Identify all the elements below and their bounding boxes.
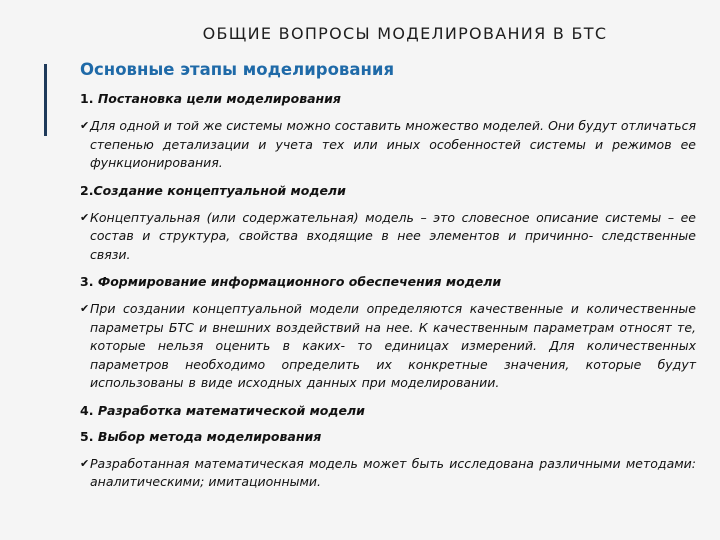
accent-bar: [44, 64, 47, 136]
step-2-text-content: Концептуальная (или содержательная) модель – это словесное описание системы – ее состав и структура, свойства входящие в нее элементов и причинно- следственные связи.: [90, 209, 696, 262]
slide-content: [80, 60, 696, 502]
step-3-text-content: При создании концептуальной модели определяются качественные и количественные параметры БТС и внешних воздействий на нее. К качественным параметрам относят те, которые нельзя оценить в каких- то единицах измерений. Для количественных параметров необходимо определить их конкретные значения, которые будут использованы в виде исходных данных при моделировании.: [90, 301, 696, 390]
slide-title: ОБЩИЕ ВОПРОСЫ МОДЕЛИРОВАНИЯ В БТС: [202, 24, 608, 43]
step-5-heading: [80, 429, 696, 445]
step-4-heading: [80, 403, 696, 419]
step-2-text: [80, 209, 696, 265]
step-3-text: [80, 300, 696, 393]
step-1-number: 1.: [80, 91, 94, 106]
step-4-number: 4.: [80, 402, 94, 418]
checkmark-icon: ✔: [80, 210, 90, 224]
step-3-heading: [80, 274, 696, 290]
step-1-heading: [80, 91, 696, 107]
step-5-text: [80, 455, 696, 492]
step-2-number: 2.: [80, 182, 94, 198]
step-2-heading: [80, 183, 696, 199]
step-2-title: Создание концептуальной модели: [93, 182, 346, 198]
step-5-text-content: Разработанная математическая модель может быть исследована различными методами: аналитическими; имитационными.: [90, 455, 696, 489]
step-5-title: Выбор метода моделирования: [97, 428, 322, 444]
step-3-number: 3.: [80, 274, 94, 289]
checkmark-icon: ✔: [80, 119, 90, 132]
step-1-title: Постановка цели моделирования: [97, 91, 341, 106]
checkmark-icon: ✔: [80, 456, 90, 470]
step-3-title: Формирование информационного обеспечения модели: [97, 274, 502, 289]
slide-subtitle: Основные этапы моделирования: [80, 60, 395, 79]
step-4-title: Разработка математической модели: [97, 402, 365, 418]
checkmark-icon: ✔: [80, 302, 90, 315]
step-5-number: 5.: [80, 428, 94, 444]
step-1-text-content: Для одной и той же системы можно составить множество моделей. Они будут отличаться степенью детализации и учета тех или иных особенностей системы и режимов ее функционирования.: [90, 118, 696, 170]
step-1-text: [80, 117, 696, 173]
